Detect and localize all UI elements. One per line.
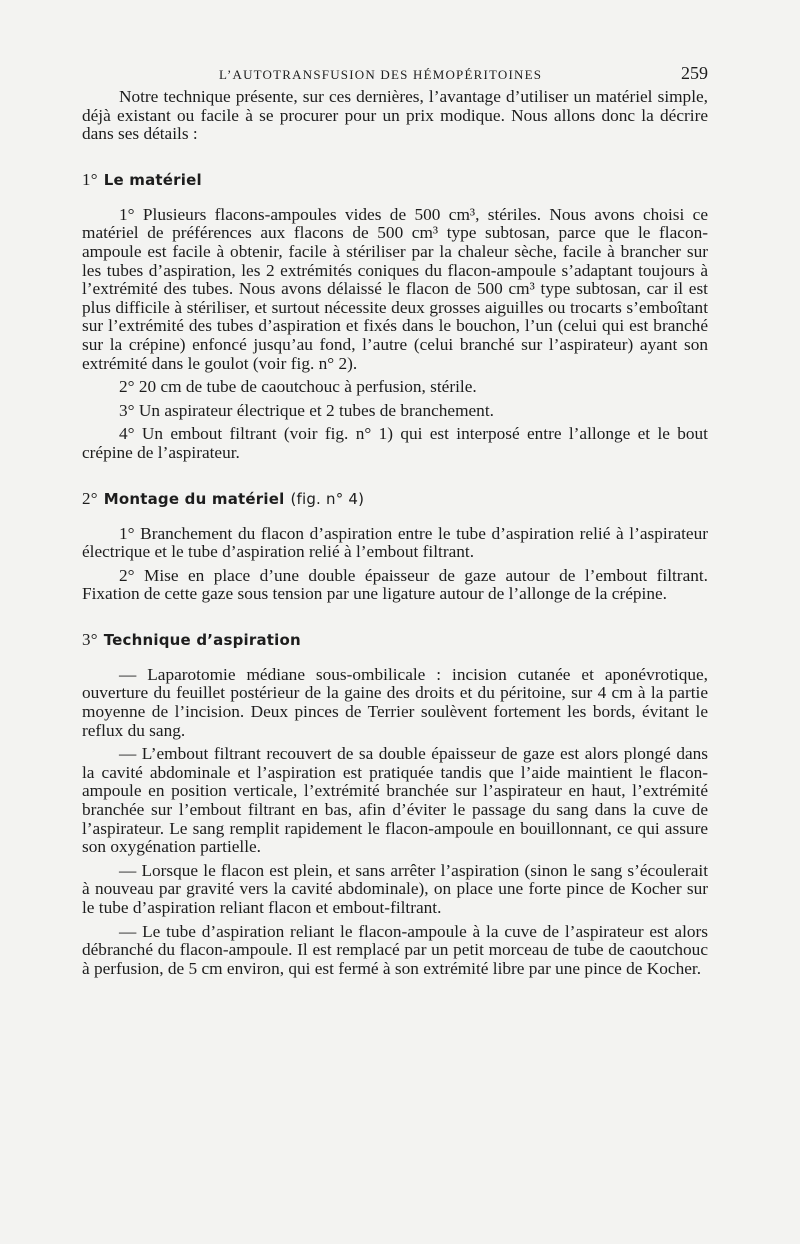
montage-item-1: 1° Branchement du flacon d’aspiration entre le tube d’aspiration relié à l’aspirateur électrique et le tube d’aspiration relié à l’embout filtrant.	[82, 523, 708, 562]
section-figure-ref: (fig. n° 4)	[290, 489, 365, 508]
section-title: Montage du matériel	[103, 489, 285, 508]
materiel-item-3: 3° Un aspirateur électrique et 2 tubes de branchement.	[119, 400, 494, 420]
technique-step-2: — L’embout filtrant recouvert de sa double épaisseur de gaze est alors plongé dans la cavité abdominale et l’aspiration est pratiquée tandis que l’aide maintient le flacon-ampoule en position verticale, l’extrémité branchée sur l’aspirateur en haut, l’extrémité branchée sur l’embout filtrant en bas, afin d’éviter le passage du sang dans la cuve de l’aspirateur. Le sang remplit rapidement le flacon-ampoule en bouillonnant, ce qui assure son oxygénation partielle.	[82, 744, 708, 857]
page	[82, 62, 708, 978]
technique-step-1: — Laparotomie médiane sous-ombilicale : incision cutanée et aponévrotique, ouverture du feuillet postérieur de la gaine des droits et du péritoine, sur 4 cm à la partie moyenne de l’incision. Deux pinces de Terrier soulèvent fortement les bords, évitant le reflux du sang.	[82, 664, 708, 740]
section-title: Technique d’aspiration	[103, 630, 301, 649]
intro-paragraph: Notre technique présente, sur ces dernières, l’avantage d’utiliser un matériel simple, déjà existant ou facile à se procurer pour un prix modique. Nous allons donc la décrire dans ses détails :	[82, 87, 708, 144]
technique-step-3: — Lorsque le flacon est plein, et sans arrêter l’aspiration (sinon le sang s’écoulerait à nouveau par gravité vers la cavité abdominale), on place une forte pince de Kocher sur le tube d’aspiration reliant flacon et embout-filtrant.	[82, 860, 708, 917]
section-number: 2°	[82, 488, 98, 508]
running-title: L’AUTOTRANSFUSION DES HÉMOPÉRITOINES	[219, 67, 543, 82]
section-heading-montage	[82, 489, 708, 509]
running-header	[82, 62, 708, 88]
technique-step-4: — Le tube d’aspiration reliant le flacon-ampoule à la cuve de l’aspirateur est alors débranché du flacon-ampoule. Il est remplacé par un petit morceau de tube de caoutchouc à perfusion, de 5 cm environ, qui est fermé à son extrémité libre par une pince de Kocher.	[82, 921, 708, 978]
section-number: 1°	[82, 169, 98, 189]
section-title: Le matériel	[103, 170, 202, 189]
section-heading-technique	[82, 630, 708, 650]
section-number: 3°	[82, 629, 98, 649]
materiel-item-2: 2° 20 cm de tube de caoutchouc à perfusion, stérile.	[119, 377, 477, 397]
section-heading-materiel	[82, 170, 708, 190]
montage-item-2: 2° Mise en place d’une double épaisseur de gaze autour de l’embout filtrant. Fixation de cette gaze sous tension par une ligature autour de l’allonge de la crépine.	[82, 565, 708, 604]
materiel-item-1: 1° Plusieurs flacons-ampoules vides de 500 cm³, stériles. Nous avons choisi ce matériel de préférences aux flacons de 500 cm³ type subtosan, parce que le flacon-ampoule est facile à obtenir, facile à stériliser par la chaleur sèche, facile à brancher sur les tubes d’aspiration, les 2 extrémités coniques du flacon-ampoule s’adaptant toujours à l’extrémité des tubes. Nous avons délaissé le flacon de 500 cm³ type subtosan, car il est plus difficile à stériliser, et surtout nécessite deux grosses aiguilles ou trocarts s’emboîtant sur l’extrémité des tubes d’aspiration et fixés dans le bouchon, l’un (celui qui est branché sur la crépine) enfoncé jusqu’au fond, l’autre (celui branché sur l’aspirateur) ayant son extrémité dans le goulot (voir fig. n° 2).	[82, 204, 708, 373]
materiel-item-4: 4° Un embout filtrant (voir fig. n° 1) qui est interposé entre l’allonge et le bout crépine de l’aspirateur.	[82, 424, 708, 462]
page-number: 259	[681, 63, 708, 83]
